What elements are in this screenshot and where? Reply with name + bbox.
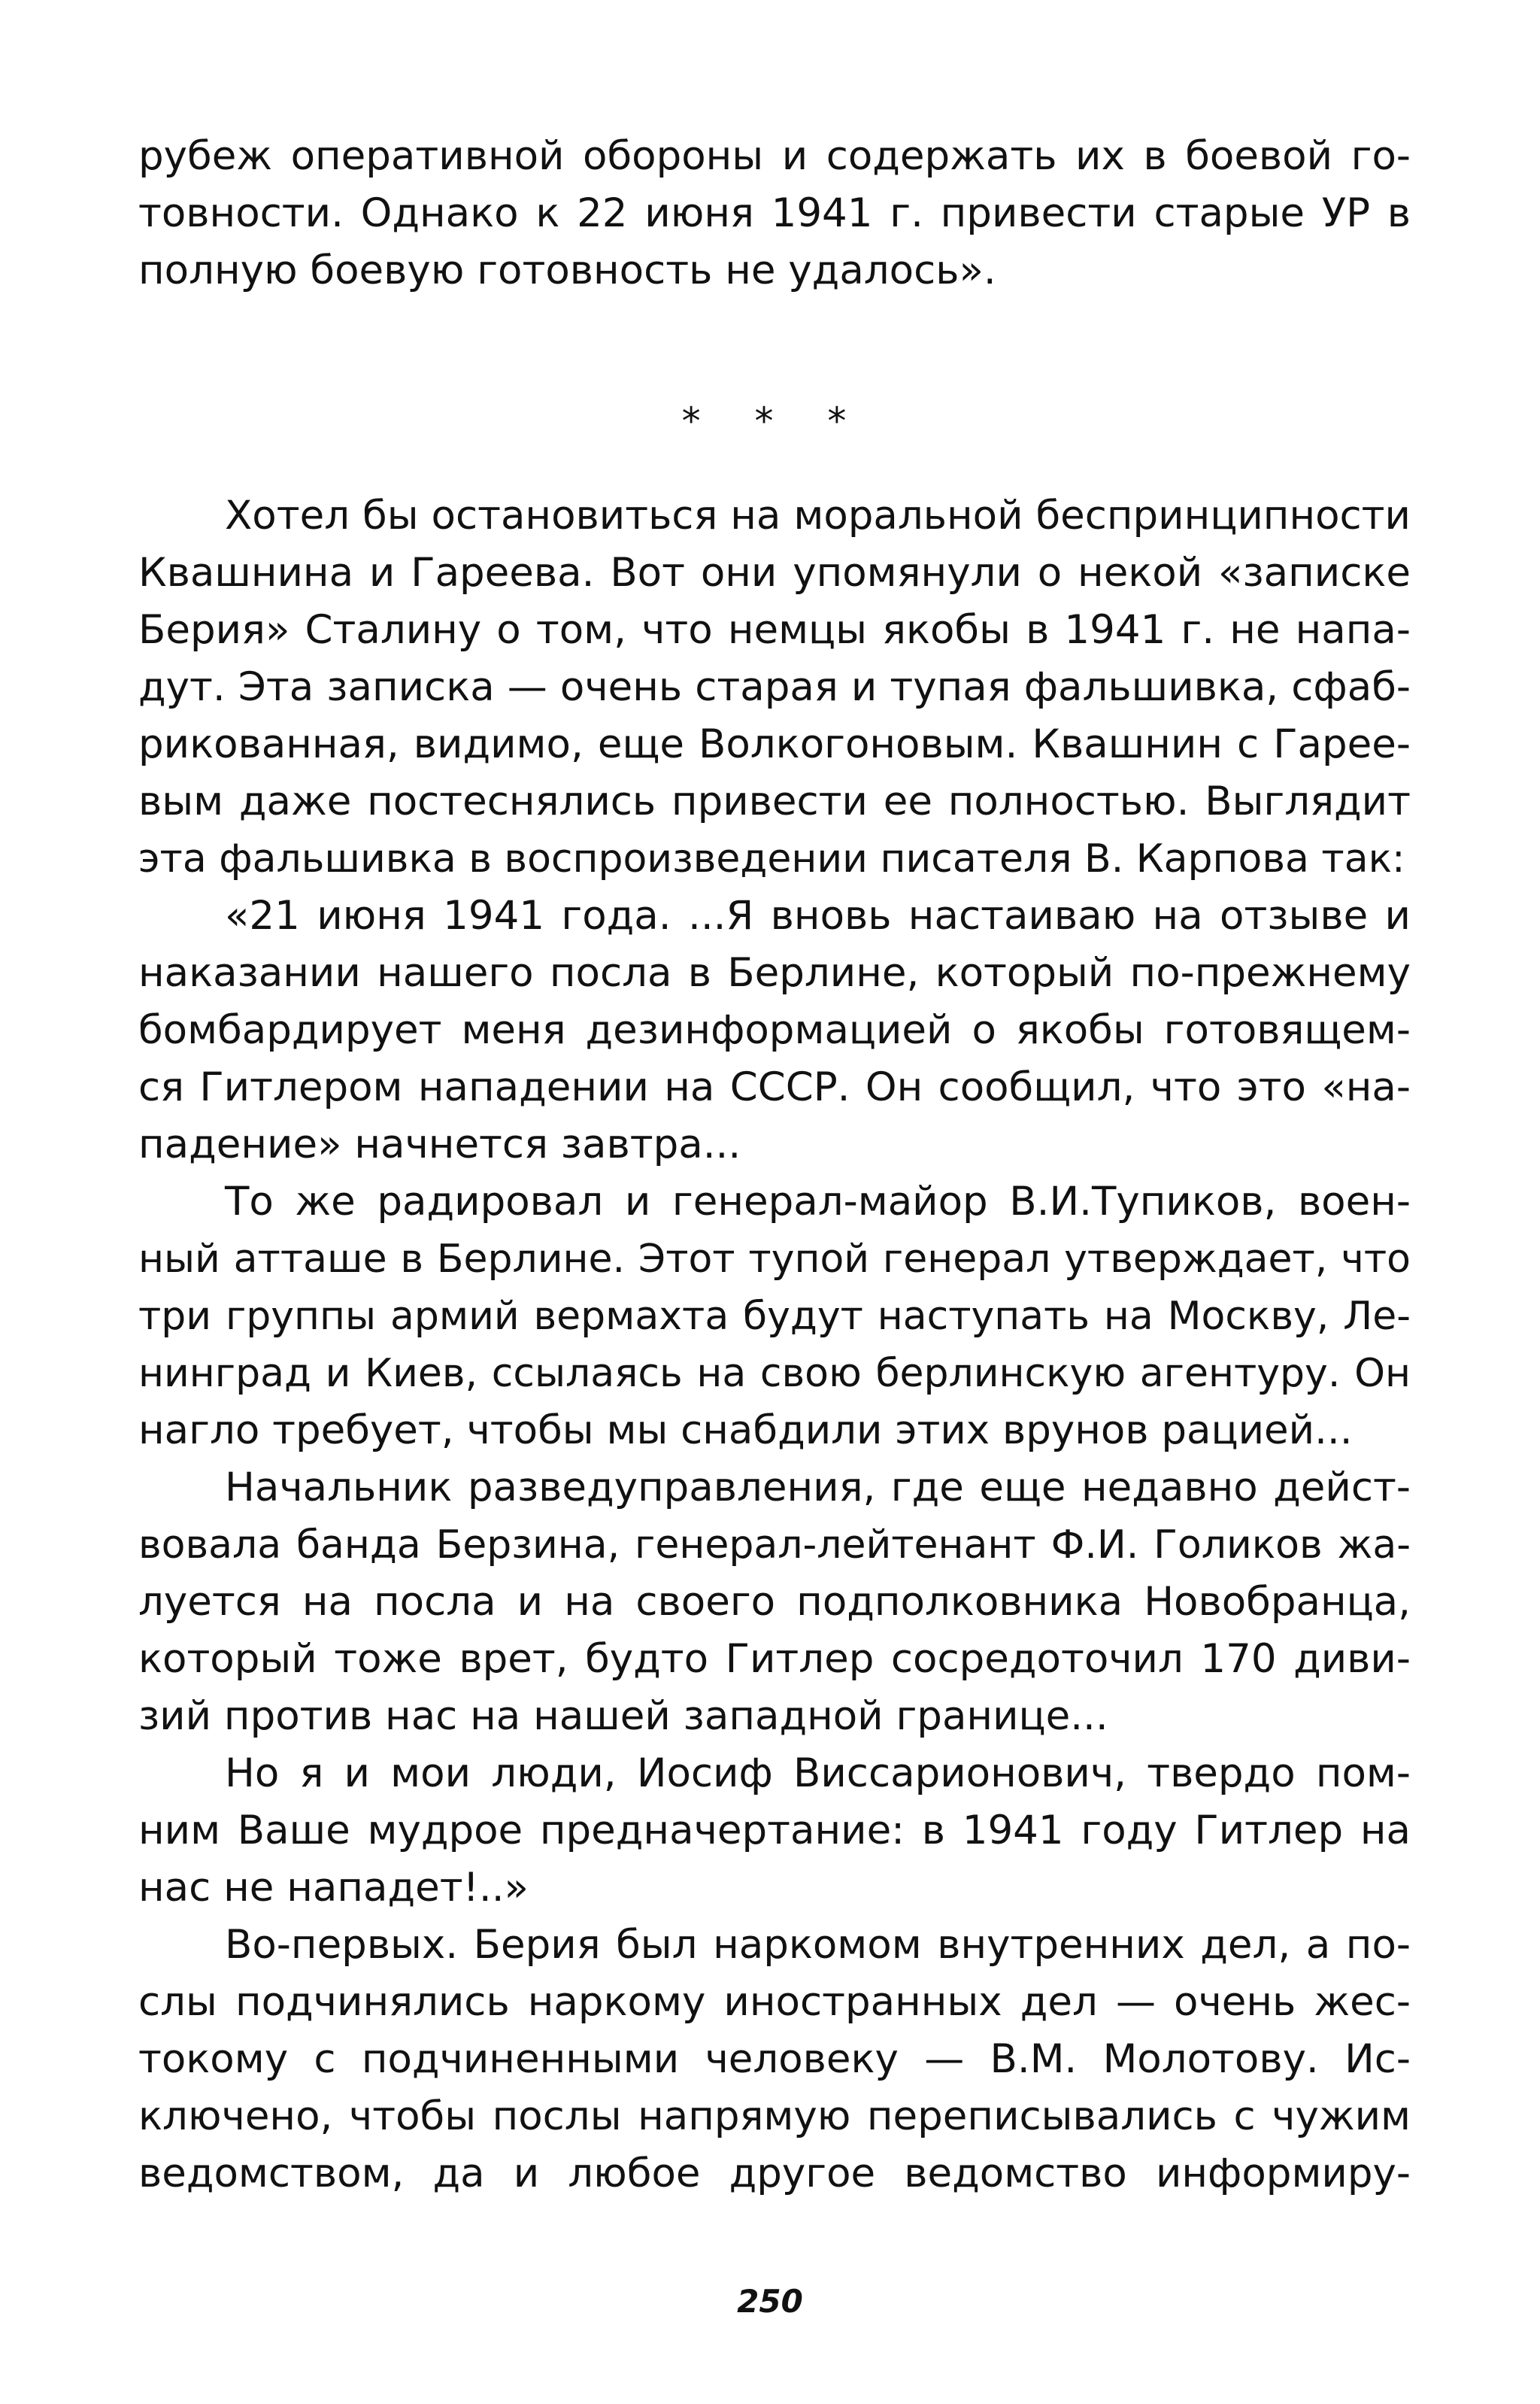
text-line: Хотел бы остановиться на моральной беспринципности xyxy=(225,493,1411,539)
opening-paragraph xyxy=(138,128,1411,299)
text-line: бомбардирует меня дезинформацией о якобы готовящем- xyxy=(138,1007,1411,1053)
text-line: токому с подчиненными человеку — В.М. Молотову. Ис- xyxy=(138,2036,1411,2082)
text-line: То же радировал и генерал-майор В.И.Тупиков, воен- xyxy=(225,1179,1411,1225)
main-text xyxy=(138,487,1411,2202)
text-line: слы подчинялись наркому иностранных дел — очень жес- xyxy=(138,1979,1411,2025)
text-line: рубеж оперативной обороны и содержать их в боевой го- xyxy=(138,133,1411,179)
text-line: дут. Эта записка — очень старая и тупая фальшивка, сфаб- xyxy=(138,664,1411,710)
text-line: вовала банда Берзина, генерал-лейтенант Ф.И. Голиков жа- xyxy=(138,1522,1411,1568)
text-line: эта фальшивка в воспроизведении писателя В. Карпова так: xyxy=(138,836,1405,882)
text-line: который тоже врет, будто Гитлер сосредоточил 170 диви- xyxy=(138,1636,1411,1682)
text-line: ведомством, да и любое другое ведомство информиру- xyxy=(138,2151,1411,2196)
text-line: товности. Однако к 22 июня 1941 г. привести старые УР в xyxy=(138,190,1411,236)
text-line: луется на посла и на своего подполковника Новобранца, xyxy=(138,1579,1411,1625)
page-number: 250 xyxy=(737,2283,803,2320)
text-line: «21 июня 1941 года. ...Я вновь настаиваю на отзыве и xyxy=(225,893,1411,939)
text-line: Но я и мои люди, Иосиф Виссарионович, твердо пом- xyxy=(225,1750,1411,1796)
text-line: нинград и Киев, ссылаясь на свою берлинскую агентуру. Он xyxy=(138,1351,1411,1396)
text-line: три группы армий вермахта будут наступать на Москву, Ле- xyxy=(138,1294,1411,1339)
text-line: ним Ваше мудрое предначертание: в 1941 году Гитлер на xyxy=(138,1808,1411,1853)
text-line: вым даже постеснялись привести ее полностью. Выглядит xyxy=(138,779,1411,824)
text-line: Квашнина и Гареева. Вот они упомянули о некой «записке xyxy=(138,550,1411,596)
text-line: Берия» Сталину о том, что немцы якобы в 1941 г. не напа- xyxy=(138,607,1411,653)
text-line: рикованная, видимо, еще Волкогоновым. Квашнин с Гарее- xyxy=(138,721,1411,767)
text-line: зий против нас на нашей западной границе... xyxy=(138,1693,1108,1739)
text-line: нагло требует, чтобы мы снабдили этих врунов рацией... xyxy=(138,1407,1353,1453)
section-separator: * * * xyxy=(681,399,868,443)
text-line: полную боевую готовность не удалось». xyxy=(138,247,996,293)
text-line: ключено, чтобы послы напрямую переписывались с чужим xyxy=(138,2093,1411,2139)
text-line: ный атташе в Берлине. Этот тупой генерал утверждает, что xyxy=(138,1237,1411,1282)
text-line: нас не нападет!..» xyxy=(138,1865,529,1911)
text-line: падение» начнется завтра... xyxy=(138,1122,741,1167)
text-line: Начальник разведуправления, где еще недавно дейст- xyxy=(225,1465,1411,1510)
text-line: наказании нашего посла в Берлине, который по-прежнему xyxy=(138,950,1411,996)
text-line: Во-первых. Берия был наркомом внутренних дел, а по- xyxy=(225,1922,1411,1968)
text-line: ся Гитлером нападении на СССР. Он сообщил, что это «на- xyxy=(138,1064,1411,1110)
